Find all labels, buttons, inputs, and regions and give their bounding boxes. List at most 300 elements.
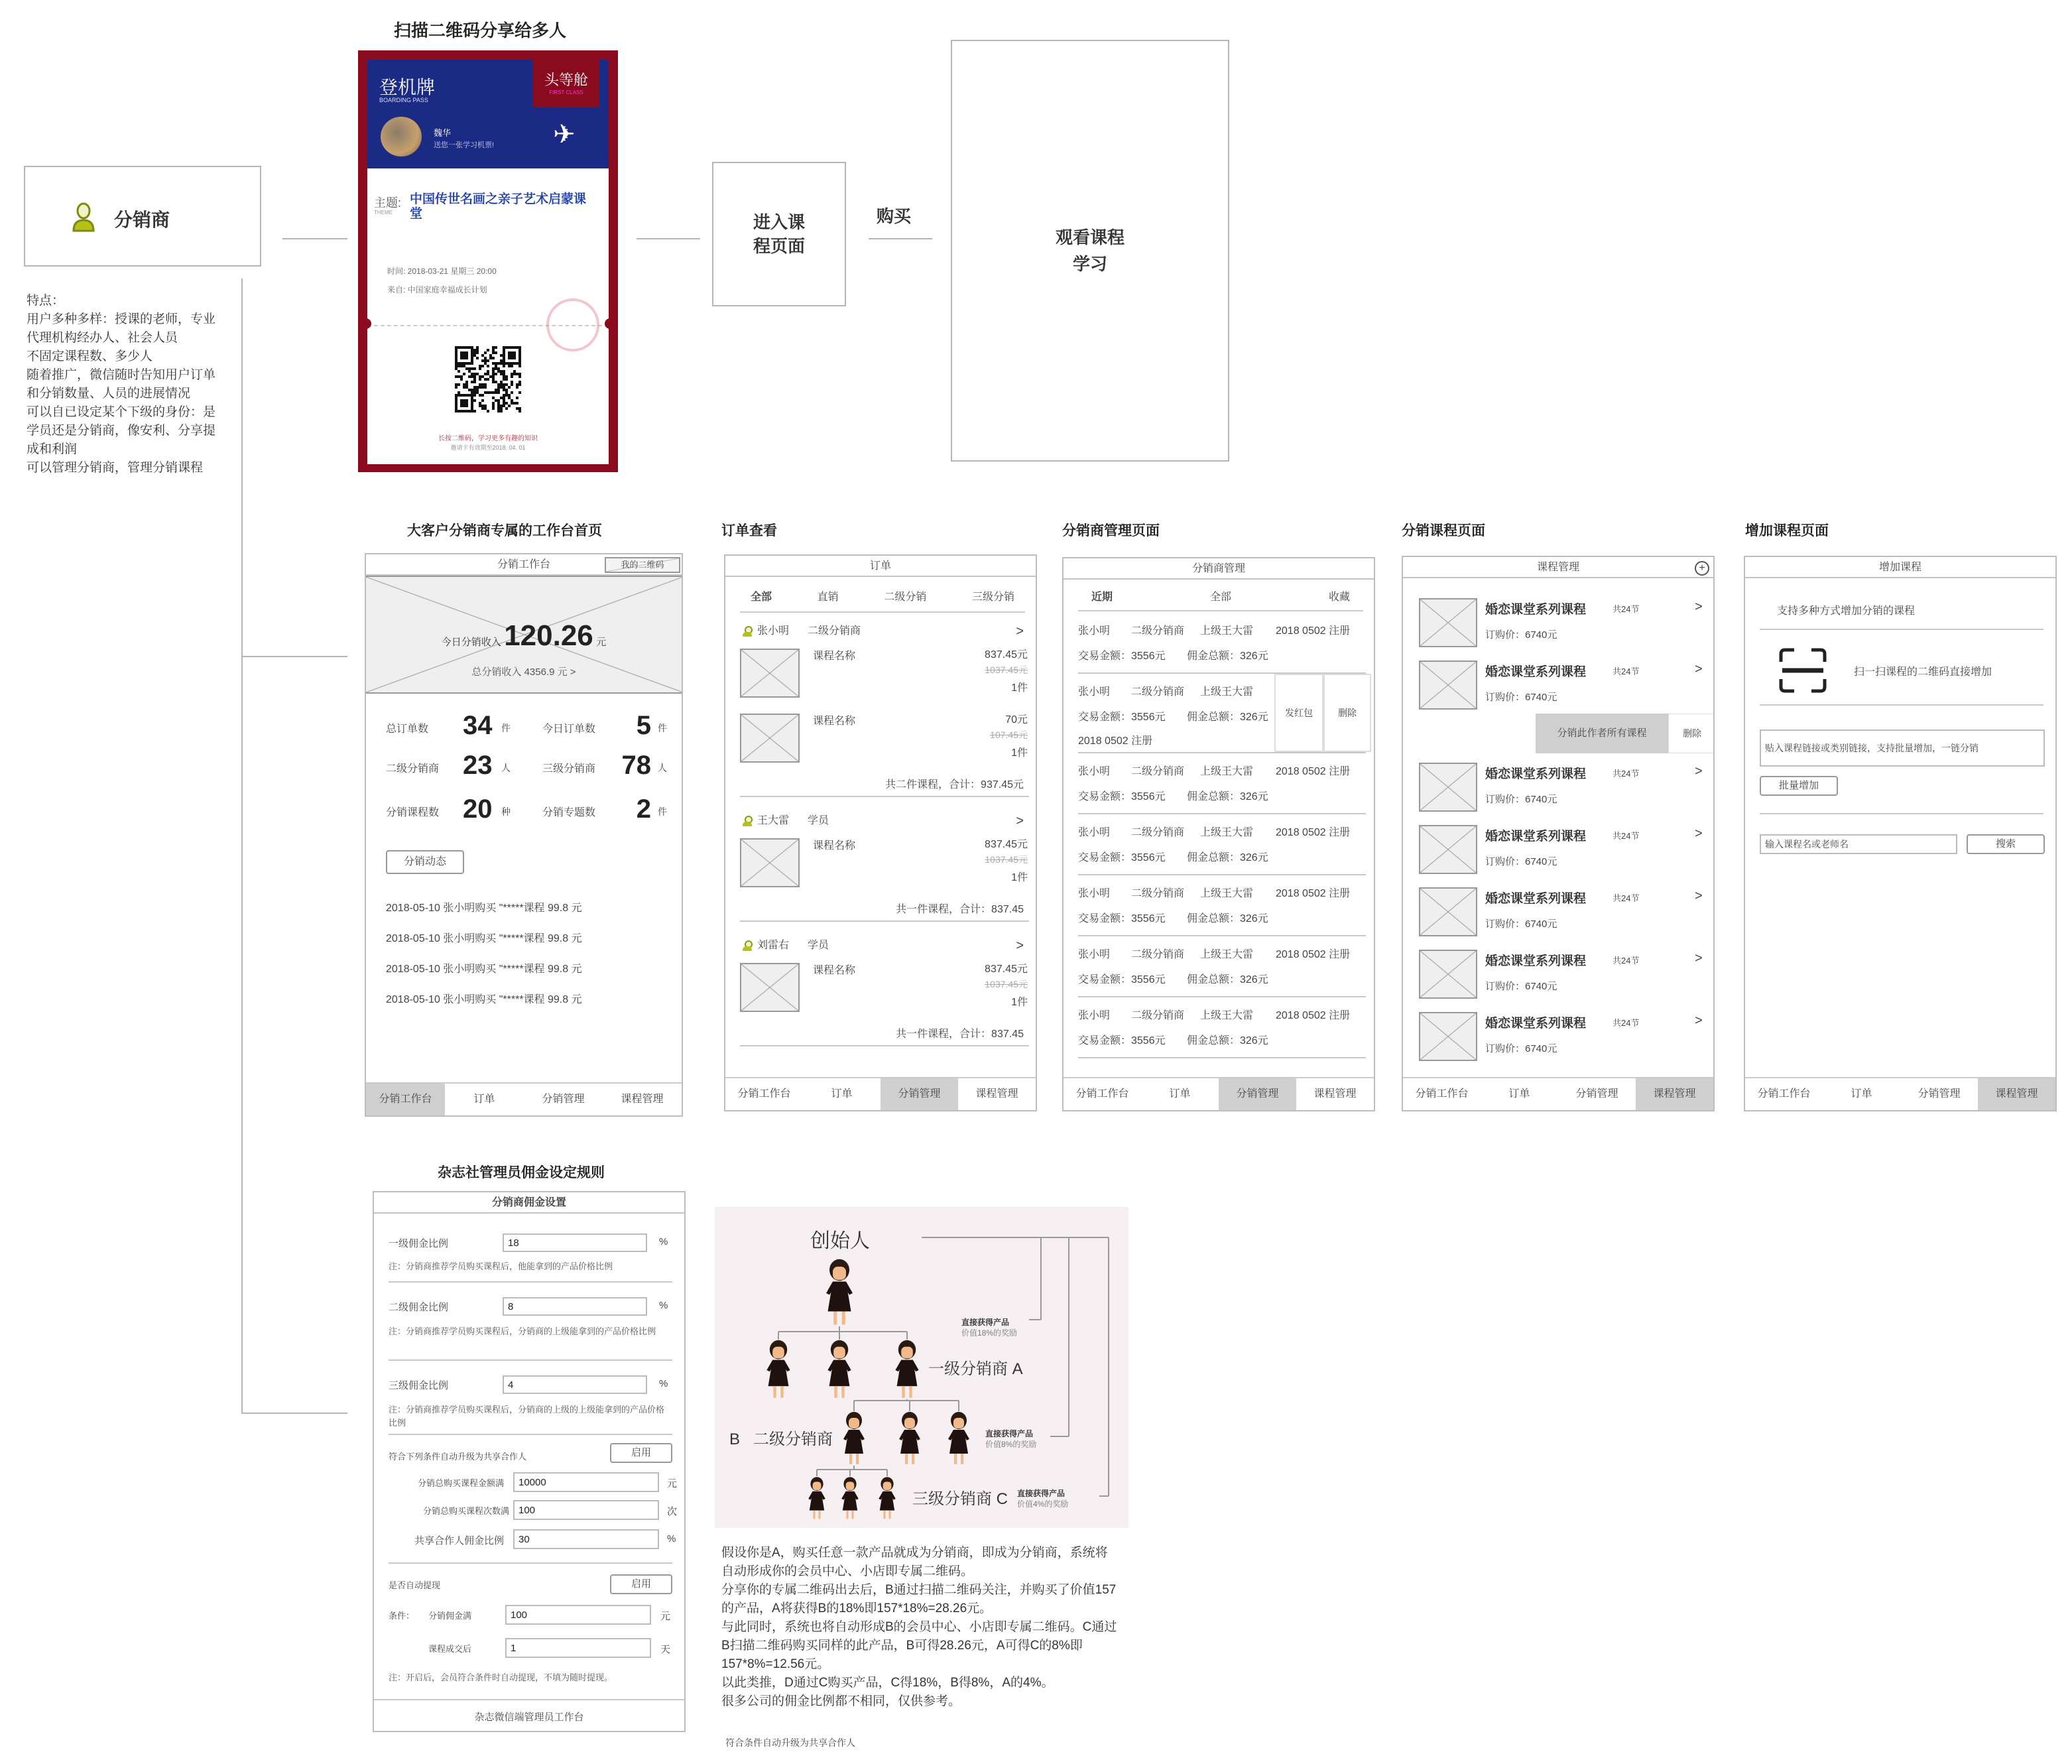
red-packet-button[interactable]: 发红包 — [1274, 674, 1323, 752]
reward2-line: 价值8%的奖励 — [985, 1440, 1037, 1449]
today-income-label: 今日分销收入 — [441, 637, 501, 648]
note-line: 随着推广，微信随时告知用户订单和分销数量、人员的进展情况 — [27, 368, 216, 401]
course-row[interactable] — [1403, 1005, 1713, 1068]
order-item — [725, 958, 1036, 1023]
qr-hint: 长按二维码，学习更多有趣的知识 — [438, 435, 538, 442]
person-figure — [808, 1477, 825, 1519]
person-figure — [879, 1477, 896, 1519]
chevron-right-icon[interactable]: > — [1016, 624, 1024, 639]
tab-1[interactable]: 分销工作台 — [366, 1084, 445, 1115]
course-title: 婚恋课堂系列课程 — [1485, 954, 1587, 968]
person-figure — [948, 1412, 969, 1464]
stat-unit: 件 — [501, 723, 511, 733]
batch-add-button[interactable]: 批量增加 — [1760, 776, 1838, 796]
partner-rate-unit: % — [667, 1533, 676, 1544]
distributor-level: 二级分销商 — [1131, 686, 1185, 698]
orders-title: 订单查看 — [721, 523, 777, 538]
add-course-title: 增加课程页面 — [1745, 523, 1829, 538]
feed-item[interactable]: 2018-05-10 张小明购买 "*****课程 99.8 元 — [386, 964, 582, 975]
partner-rate-input[interactable]: 30 — [513, 1529, 659, 1549]
explanation-paragraph: 分享你的专属二维码出去后，B通过扫描二维码关注，并购买了价值157的产品，A将获得B的18%即157*18%=28.26元。 — [721, 1583, 1117, 1615]
order-total: 共一件课程，合计：837.45 — [740, 898, 1029, 922]
tab-4[interactable]: 课程管理 — [1978, 1078, 2055, 1110]
withdraw-enable-button[interactable]: 启用 — [610, 1574, 672, 1594]
tab-bar — [725, 1077, 1036, 1110]
tab-1[interactable]: 分销工作台 — [1415, 1088, 1469, 1100]
lesson-count: 共24节 — [1613, 831, 1640, 841]
explanation-text — [721, 1544, 1118, 1711]
distribute-author-courses-button[interactable]: 分销此作者所有课程 — [1536, 714, 1668, 753]
tab-2[interactable]: 订单 — [1508, 1088, 1530, 1100]
tab-bar — [1745, 1077, 2055, 1110]
filter-tab[interactable]: 全部 — [751, 592, 772, 603]
filter-tab[interactable]: 全部 — [1209, 592, 1231, 603]
distributor-parent: 上级王大雷 — [1200, 686, 1254, 698]
seal-stamp — [546, 298, 599, 351]
price: 837.45元 — [985, 649, 1028, 661]
distributor-label: 分销商 — [114, 210, 170, 230]
search-button[interactable]: 搜索 — [1967, 834, 2045, 854]
course-title: 婚恋课堂系列课程 — [1485, 767, 1587, 781]
stat-label: 二级分销商 — [386, 763, 440, 775]
distributor-name: 张小明 — [1078, 888, 1111, 899]
total-income-link[interactable]: 总分销收入 4356.9 元 > — [471, 666, 576, 678]
withdraw-days-label: 课程成交后 — [428, 1644, 472, 1654]
course-row[interactable] — [1403, 592, 1713, 654]
level2-unit: % — [659, 1300, 668, 1311]
commission-total: 佣金总额：326元 — [1187, 852, 1268, 863]
course-price: 订购价：6740元 — [1485, 692, 1557, 703]
reward1-line: 价值18%的奖励 — [961, 1328, 1018, 1338]
notch — [605, 318, 615, 329]
person-figure — [827, 1340, 851, 1398]
course-thumbnail — [1419, 763, 1477, 812]
person-figure — [899, 1412, 920, 1464]
form-footer: 杂志微信端管理员工作台 — [474, 1712, 584, 1723]
filter-tab[interactable]: 收藏 — [1328, 592, 1350, 603]
connector — [282, 238, 347, 239]
course-thumbnail — [740, 714, 800, 763]
level1-label: 一级佣金比例 — [389, 1238, 449, 1249]
auto-withdraw-title: 是否自动提现 — [389, 1580, 441, 1590]
connector — [637, 238, 700, 239]
orders-screen — [724, 554, 1037, 1111]
distributor-name: 张小明 — [1078, 766, 1111, 777]
tab-2[interactable]: 订单 — [1169, 1088, 1191, 1100]
tab-3[interactable]: 分销管理 — [1918, 1088, 1961, 1100]
distributor-name: 张小明 — [1078, 827, 1111, 838]
person-figure — [895, 1340, 918, 1398]
distributor-level: 二级分销商 — [1131, 888, 1185, 899]
chevron-right-icon[interactable]: > — [1695, 889, 1703, 903]
explanation-paragraph: 很多公司的佣金比例都不相同，仅供参考。 — [721, 1694, 961, 1708]
commission-total: 佣金总额：326元 — [1187, 651, 1268, 662]
course-row[interactable] — [1403, 943, 1713, 1005]
enter-course-page-box — [712, 162, 846, 306]
today-income — [366, 619, 682, 653]
theme-label: 主题: — [374, 196, 402, 210]
tab-3[interactable]: 分销管理 — [542, 1094, 585, 1105]
commission-title: 杂志社管理员佣金设定规则 — [438, 1165, 605, 1180]
trade-amount: 交易金额：3556元 — [1078, 651, 1166, 662]
distributor-row[interactable] — [1078, 613, 1366, 674]
stat-unit: 人 — [501, 763, 511, 773]
add-course-screen — [1744, 556, 2057, 1111]
chevron-right-icon[interactable]: > — [1695, 951, 1703, 966]
tab-4[interactable]: 课程管理 — [975, 1088, 1018, 1100]
chevron-right-icon[interactable]: > — [1695, 826, 1703, 841]
stat-label: 总订单数 — [386, 724, 429, 735]
boarding-pass-card — [358, 50, 618, 472]
lesson-count: 共24节 — [1613, 769, 1640, 779]
partner-amount-unit: 元 — [667, 1478, 678, 1489]
distributor-date: 2018 0502 注册 — [1078, 735, 1153, 747]
explanation-paragraph: 假设你是A，购买任意一款产品就成为分销商，即成为分销商，系统将自动形成你的会员中心、小店即专属二维码。 — [721, 1546, 1108, 1578]
course-price: 订购价：6740元 — [1485, 629, 1557, 641]
order-card[interactable] — [725, 922, 1036, 1046]
stat-value: 23 — [463, 751, 493, 780]
connector — [241, 279, 243, 1414]
order-item — [725, 643, 1036, 708]
lesson-count: 共24节 — [1613, 604, 1640, 614]
stat-value: 20 — [463, 794, 493, 824]
partner-amount-input[interactable]: 10000 — [513, 1472, 659, 1492]
withdraw-note: 注：开启后，会员符合条件时自动提现，不填为随时提现。 — [389, 1672, 613, 1682]
distributor-row[interactable] — [1078, 875, 1366, 936]
course-title: 婚恋课堂系列课程 — [1485, 603, 1587, 617]
note-line: 特点： — [27, 294, 65, 308]
chevron-right-icon[interactable]: > — [1695, 599, 1703, 614]
partner-enable-button[interactable]: 启用 — [610, 1443, 672, 1463]
distributor-name: 张小明 — [1078, 686, 1111, 698]
feed-item[interactable]: 2018-05-10 张小明购买 "*****课程 99.8 元 — [386, 933, 582, 944]
level3-label: 三级佣金比例 — [389, 1380, 449, 1391]
delete-button[interactable]: 删除 — [1323, 674, 1371, 752]
order-header — [725, 809, 1036, 833]
price: 837.45元 — [985, 839, 1028, 850]
order-card[interactable] — [725, 607, 1036, 797]
paste-link-input[interactable]: 贴入课程链接或类别链接，支持批量增加，一链分销 — [1760, 729, 2045, 767]
distributor-date: 2018 0502 注册 — [1276, 888, 1351, 899]
person-icon — [743, 940, 752, 951]
tab-1[interactable]: 分销工作台 — [1075, 1088, 1129, 1100]
workbench-title: 大客户分销商专属的工作台首页 — [407, 523, 602, 538]
course-theme: 中国传世名画之亲子艺术启蒙课堂 — [410, 192, 587, 221]
withdraw-amount-unit: 元 — [660, 1611, 671, 1622]
trade-amount: 交易金额：3556元 — [1078, 913, 1166, 924]
course-thumbnail — [740, 963, 800, 1012]
stat-unit: 件 — [658, 806, 667, 817]
stat-label: 今日订单数 — [542, 724, 596, 735]
commission-total: 佣金总额：326元 — [1187, 712, 1268, 723]
tab-2[interactable]: 订单 — [473, 1094, 495, 1105]
price: 70元 — [1005, 714, 1028, 725]
quantity: 1件 — [1011, 872, 1028, 883]
order-header — [725, 934, 1036, 958]
tab-2[interactable]: 订单 — [831, 1088, 853, 1100]
feed-item[interactable]: 2018-05-10 张小明购买 "*****课程 99.8 元 — [386, 903, 582, 914]
course-row[interactable] — [1403, 881, 1713, 943]
course-price: 订购价：6740元 — [1485, 918, 1557, 930]
distributor-row[interactable] — [1078, 674, 1366, 753]
note-line: 用户多种多样：授课的老师，专业代理机构经办人、社会人员 — [27, 312, 216, 345]
course-name: 课程名称 — [813, 840, 856, 851]
condition-label: 条件： — [389, 1611, 415, 1621]
stat-label: 分销课程数 — [386, 807, 440, 818]
level2-label: 二级佣金比例 — [389, 1302, 449, 1313]
course-title: 婚恋课堂系列课程 — [1485, 892, 1587, 906]
filter-tab[interactable]: 二级分销 — [884, 592, 927, 603]
quantity: 1件 — [1011, 747, 1028, 759]
partner-rate-label: 共享合作人佣金比例 — [414, 1535, 504, 1546]
stat-label: 分销专题数 — [542, 807, 596, 818]
trade-amount: 交易金额：3556元 — [1078, 1035, 1166, 1046]
reward1-line: 直接获得产品 — [961, 1318, 1010, 1327]
level1-label: 一级分销商 A — [928, 1360, 1023, 1378]
original-price: 107.45元 — [990, 729, 1028, 740]
form-header: 分销商佣金设置 — [374, 1192, 684, 1214]
distributors-title: 分销商管理页面 — [1062, 523, 1160, 538]
card-header — [367, 60, 609, 168]
search-input[interactable]: 输入课程名或老师名 — [1760, 834, 1957, 854]
level2-label: B 二级分销商 — [729, 1430, 833, 1448]
distributor-name: 张小明 — [1078, 625, 1111, 637]
tab-3[interactable]: 分销管理 — [881, 1078, 958, 1110]
distributor-date: 2018 0502 注册 — [1276, 625, 1351, 637]
lesson-count: 共24节 — [1613, 893, 1640, 903]
tab-bar — [1403, 1077, 1713, 1110]
course-row[interactable] — [1403, 756, 1713, 818]
qr-code[interactable] — [454, 345, 522, 414]
distributor-parent: 上级王大雷 — [1200, 1010, 1254, 1021]
avatar — [381, 117, 422, 157]
feed-item[interactable]: 2018-05-10 张小明购买 "*****课程 99.8 元 — [386, 994, 582, 1005]
original-price: 1037.45元 — [985, 664, 1028, 675]
lesson-count: 共24节 — [1613, 666, 1640, 676]
course-title: 婚恋课堂系列课程 — [1485, 1017, 1587, 1031]
chevron-right-icon[interactable]: > — [1695, 1013, 1703, 1028]
filter-tab[interactable]: 三级分销 — [971, 592, 1014, 603]
level3-label: 三级分销商 C — [912, 1490, 1008, 1508]
partner-count-input[interactable]: 100 — [513, 1500, 659, 1520]
validity: 邀请卡有效期至2018. 04. 01 — [450, 444, 526, 451]
reward3-line: 直接获得产品 — [1017, 1489, 1066, 1498]
course-thumbnail — [1419, 1012, 1477, 1061]
card-heading-en: BOARDING PASS — [379, 97, 428, 103]
buy-label: 购买 — [877, 206, 912, 226]
chevron-right-icon[interactable]: > — [1016, 814, 1024, 828]
distributor-date: 2018 0502 注册 — [1276, 766, 1351, 777]
distributors-screen — [1062, 557, 1375, 1111]
my-qr-button[interactable]: 我的二维码 — [605, 557, 680, 573]
class-en: FIRST CLASS — [549, 90, 583, 95]
distributor-box — [24, 166, 261, 267]
withdraw-days-unit: 天 — [660, 1644, 671, 1655]
today-income-value: 120.26 — [504, 619, 593, 652]
quantity: 1件 — [1011, 682, 1028, 694]
note-line: 可以自已设定某个下级的身份：是学员还是分销商，像安利、分享提成和利润 — [27, 405, 216, 456]
level1-note: 注：分销商推荐学员购买课程后，他能拿到的产品价格比例 — [389, 1261, 613, 1271]
tab-2[interactable]: 订单 — [1851, 1088, 1872, 1100]
person-icon — [743, 816, 752, 826]
order-item — [725, 833, 1036, 898]
quantity: 1件 — [1011, 997, 1028, 1008]
filter-tab[interactable]: 近期 — [1091, 592, 1113, 603]
partner-count-unit: 次 — [667, 1506, 678, 1517]
founder-label: 创始人 — [810, 1230, 870, 1252]
distributor-parent: 上级王大雷 — [1200, 827, 1254, 838]
note-line: 可以管理分销商，管理分销课程 — [27, 461, 204, 475]
chevron-right-icon[interactable]: > — [1016, 938, 1024, 953]
customer-role: 二级分销商 — [808, 625, 861, 637]
scan-text[interactable]: 扫一扫课程的二维码直接增加 — [1854, 666, 1992, 678]
feed-button[interactable]: 分销动态 — [386, 850, 464, 874]
customer-name: 刘雷右 — [757, 940, 790, 951]
stat-value: 5 — [636, 711, 651, 740]
distributor-date: 2018 0502 注册 — [1276, 949, 1351, 960]
distributor-level: 二级分销商 — [1131, 827, 1185, 838]
chevron-right-icon[interactable]: > — [1695, 662, 1703, 676]
event-source: 来自: 中国家庭幸福成长计划 — [387, 285, 487, 294]
trade-amount: 交易金额：3556元 — [1078, 974, 1166, 985]
order-total: 共一件课程，合计：837.45 — [740, 1023, 1029, 1046]
level2-rate-input[interactable]: 8 — [503, 1297, 647, 1316]
course-name: 课程名称 — [813, 651, 856, 662]
connector — [869, 238, 932, 239]
screen-header: 订单 — [725, 556, 1036, 577]
commission-settings-form — [373, 1191, 686, 1732]
commission-total: 佣金总额：326元 — [1187, 974, 1268, 985]
tab-1[interactable]: 分销工作台 — [737, 1088, 791, 1100]
partner-upgrade-title: 符合下列条件自动升级为共享合作人 — [389, 1452, 527, 1462]
distributor-parent: 上级王大雷 — [1200, 625, 1254, 637]
lesson-count: 共24节 — [1613, 956, 1640, 966]
original-price: 1037.45元 — [985, 854, 1028, 865]
withdraw-days-input[interactable]: 1 — [505, 1638, 651, 1658]
level3-rate-input[interactable]: 4 — [503, 1375, 647, 1394]
course-name: 课程名称 — [813, 965, 856, 976]
customer-role: 学员 — [808, 940, 829, 951]
reward1 — [961, 1317, 1017, 1338]
order-total: 共二件课程，合计：937.45元 — [740, 773, 1029, 797]
distributor-row[interactable] — [1078, 936, 1366, 997]
reward3 — [1017, 1488, 1068, 1509]
course-row[interactable] — [1403, 818, 1713, 881]
distributor-date: 2018 0502 注册 — [1276, 1010, 1351, 1021]
stat-value: 2 — [636, 794, 651, 824]
course-price: 订购价：6740元 — [1485, 981, 1557, 992]
note-line: 不固定课程数、多少人 — [27, 349, 153, 363]
delete-button[interactable]: 删除 — [1668, 714, 1715, 753]
distributor-filter-tabs — [1078, 588, 1363, 611]
withdraw-amount-label: 分销佣金满 — [428, 1611, 472, 1621]
chevron-right-icon[interactable]: > — [1695, 764, 1703, 779]
tab-3[interactable]: 分销管理 — [1575, 1088, 1618, 1100]
course-price: 订购价：6740元 — [1485, 856, 1557, 867]
person-figure — [766, 1340, 790, 1398]
distributor-row[interactable] — [1078, 997, 1366, 1058]
person-figure — [841, 1477, 859, 1519]
courses-title: 分销课程页面 — [1402, 523, 1485, 538]
screen-header: 分销工作台 — [366, 554, 682, 576]
level1-rate-input[interactable]: 18 — [503, 1233, 647, 1252]
workbench-screen — [365, 553, 683, 1117]
distributor-level: 二级分销商 — [1131, 625, 1185, 637]
distributor-level: 二级分销商 — [1131, 1010, 1185, 1021]
intro-text: 支持多种方式增加分销的课程 — [1777, 605, 1916, 617]
trade-amount: 交易金额：3556元 — [1078, 791, 1166, 802]
class-cn: 头等舱 — [544, 72, 588, 89]
theme-en: THEME — [374, 210, 393, 216]
screen-header: 分销商管理 — [1064, 558, 1374, 580]
order-card[interactable] — [725, 797, 1036, 922]
distributor-row[interactable] — [1078, 753, 1366, 814]
stat-unit: 种 — [501, 806, 511, 817]
course-price: 订购价：6740元 — [1485, 794, 1557, 805]
distribution-tree — [715, 1207, 1128, 1528]
card-body — [367, 168, 609, 464]
reward3-line: 价值4%的奖励 — [1017, 1499, 1069, 1509]
watch-course-label: 观看课程学习 — [1055, 227, 1125, 274]
today-income-unit: 元 — [596, 637, 607, 648]
footnote: 符合条件自动升级为共享合作人 — [725, 1737, 855, 1748]
distributor-name: 张小明 — [1078, 949, 1111, 960]
reward2 — [985, 1428, 1036, 1450]
event-time: 时间: 2018-03-21 星期三 20:00 — [387, 267, 497, 276]
lesson-count: 共24节 — [1613, 1018, 1640, 1028]
tab-4[interactable]: 课程管理 — [621, 1094, 664, 1105]
trade-amount: 交易金额：3556元 — [1078, 712, 1166, 723]
courses-screen — [1402, 556, 1715, 1111]
sender-name: 魏华 — [434, 128, 452, 138]
original-price: 1037.45元 — [985, 979, 1028, 989]
course-thumbnail — [740, 649, 800, 698]
stat-label: 三级分销商 — [542, 763, 596, 775]
level3-unit: % — [659, 1378, 668, 1389]
level1-unit: % — [659, 1236, 668, 1247]
distributor-date: 2018 0502 注册 — [1276, 827, 1351, 838]
notch — [361, 318, 371, 329]
distributor-row[interactable] — [1078, 814, 1366, 875]
course-thumbnail — [1419, 950, 1477, 999]
stat-value: 78 — [621, 751, 651, 780]
course-name: 课程名称 — [813, 716, 856, 727]
watch-course-box — [951, 40, 1229, 462]
course-row[interactable] — [1403, 654, 1713, 756]
explanation-paragraph: 以此类推，D通过C购买产品，C得18%，B得8%，A的4%。 — [721, 1676, 1054, 1690]
commission-total: 佣金总额：326元 — [1187, 791, 1268, 802]
scan-icon[interactable] — [1778, 647, 1827, 697]
tab-4[interactable]: 课程管理 — [1636, 1078, 1713, 1110]
course-thumbnail — [1419, 825, 1477, 874]
card-heading: 登机牌 — [379, 76, 436, 98]
filter-tab[interactable]: 直销 — [817, 592, 839, 603]
distributor-parent: 上级王大雷 — [1200, 888, 1254, 899]
withdraw-amount-input[interactable]: 100 — [505, 1605, 651, 1625]
person-figure — [826, 1259, 853, 1325]
explanation-paragraph: 与此同时，系统也将自动形成B的会员中心、小店即专属二维码。C通过B扫描二维码购买同样的此产品，B可得28.26元，A可得C的8%即157*8%=12.56元。 — [721, 1620, 1117, 1671]
screen-header: 课程管理 — [1403, 557, 1713, 578]
order-header — [725, 619, 1036, 643]
tab-1[interactable]: 分销工作台 — [1757, 1088, 1811, 1100]
add-circle-icon[interactable]: + — [1695, 561, 1709, 576]
distributor-parent: 上级王大雷 — [1200, 766, 1254, 777]
tab-3[interactable]: 分销管理 — [1219, 1078, 1296, 1110]
distributor-name: 张小明 — [1078, 1010, 1111, 1021]
partner-amount-label: 分销总购买课程金额满 — [417, 1478, 504, 1488]
course-thumbnail — [1419, 661, 1477, 710]
tab-4[interactable]: 课程管理 — [1313, 1088, 1357, 1100]
